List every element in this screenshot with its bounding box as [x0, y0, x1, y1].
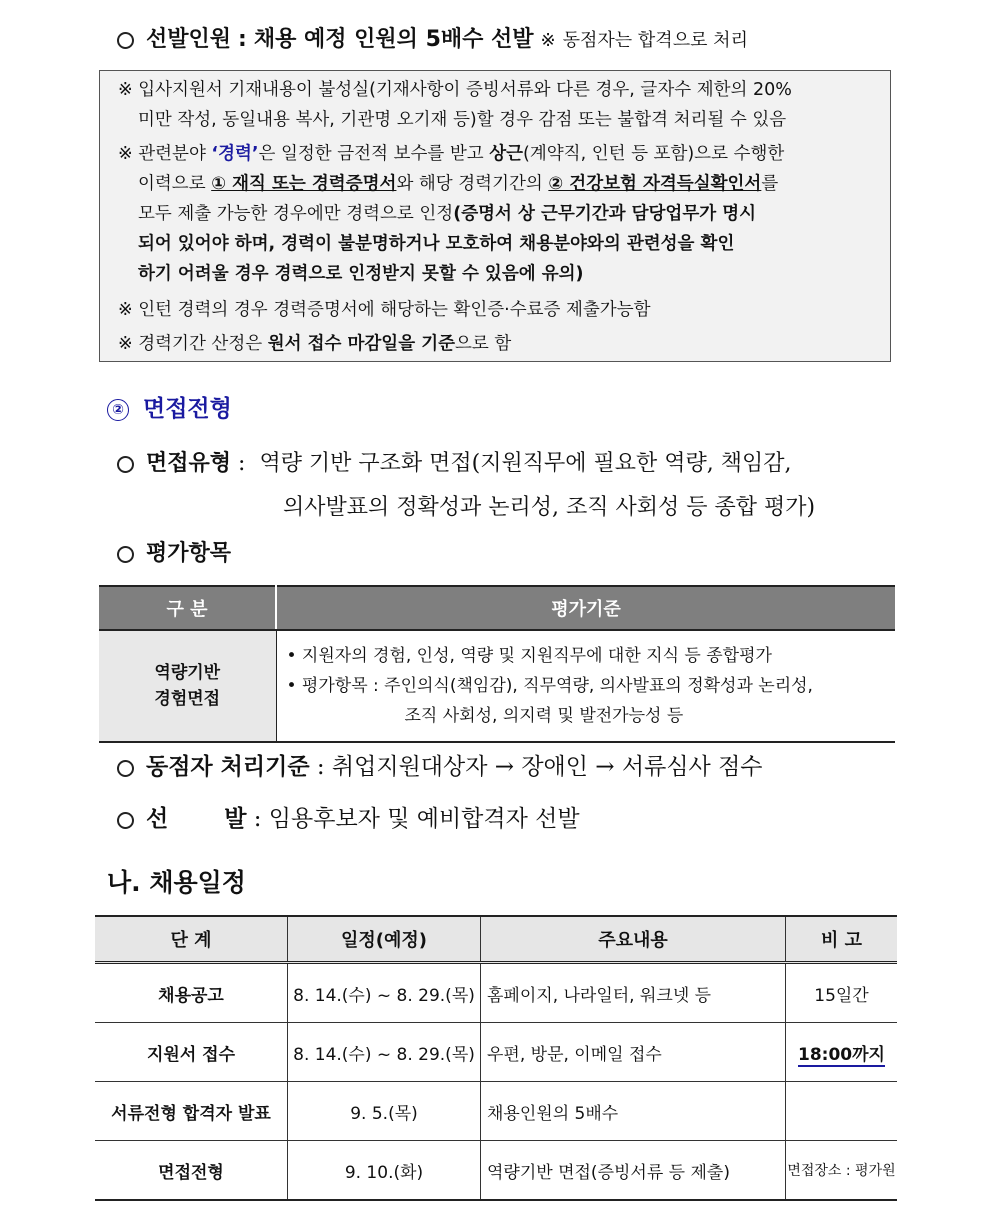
row-date: 9. 5.(목): [288, 1082, 481, 1141]
row-stage: 서류전형 합격자 발표: [95, 1082, 288, 1141]
row-content: 우편, 방문, 이메일 접수: [481, 1023, 786, 1082]
note-2-line-2: [118, 169, 778, 199]
tie-break-line: [117, 748, 763, 781]
circle-bullet-icon: [117, 812, 134, 829]
selection-label: 선발인원: [146, 27, 232, 52]
note-2-l2-insurance: ② 건강보험 자격득실확인서: [548, 174, 762, 194]
note-2-prefix: ※ 관련분야: [118, 144, 212, 164]
note-2-line-5: [118, 259, 584, 289]
final-selection-label-a: 선: [146, 805, 169, 832]
note-2-text-b: (계약직, 인턴 등 포함)으로 수행한: [523, 144, 785, 164]
note-1-line-1: ※ 입사지원서 기재내용이 불성실(기재사항이 증빙서류와 다른 경우, 글자수 제한의 20%: [118, 80, 792, 100]
header-note: 비 고: [786, 916, 898, 963]
row-stage: 면접전형: [95, 1141, 288, 1201]
tie-break-text: : 취업지원대상자 → 장애인 → 서류심사 점수: [316, 754, 763, 780]
interview-type-text-1: 역량 기반 구조화 면접(지원직무에 필요한 역량, 책임감,: [259, 451, 792, 476]
note-4: [118, 329, 511, 359]
table-row: [95, 1141, 897, 1201]
eval-bullet-2-cont: 조직 사회성, 의지력 및 발전가능성 등: [404, 706, 684, 726]
table-row: [95, 1082, 897, 1141]
interview-title-text: 면접전형: [143, 396, 232, 422]
table-header-row: [95, 916, 897, 963]
row-date: 8. 14.(수) ~ 8. 29.(목): [288, 1023, 481, 1082]
note-2-l4-text: 되어 있어야 하며, 경력이 불분명하거나 모호하여 채용분야와의 관련성을 확인: [138, 234, 735, 254]
circle-bullet-icon: [117, 546, 134, 563]
reference-mark: ※: [540, 30, 556, 51]
eval-items-line: [117, 536, 231, 567]
final-selection-text: : 임용후보자 및 예비합격자 선발: [253, 806, 580, 832]
note-2-l2-e: 를: [761, 174, 779, 194]
note-2-text-a: 은 일정한 금전적 보수를 받고: [258, 144, 490, 164]
interview-type-colon: :: [238, 451, 246, 476]
interview-type-text-2: 의사발표의 정확성과 논리성, 조직 사회성 등 종합 평가): [283, 495, 816, 520]
note-3: ※ 인턴 경력의 경우 경력증명서에 해당하는 확인증·수료증 제출가능함: [118, 300, 651, 320]
tie-break-label: 동점자 처리기준: [146, 753, 310, 780]
row-stage: 지원서 접수: [95, 1023, 288, 1082]
circle-bullet-icon: [117, 760, 134, 777]
header-content: 주요내용: [481, 916, 786, 963]
final-selection-line: [117, 800, 580, 833]
row-content: 역량기반 면접(증빙서류 등 제출): [481, 1141, 786, 1201]
table-header-row: [99, 586, 895, 630]
note-4-a: ※ 경력기간 산정은: [118, 334, 268, 354]
eval-row-label: [99, 630, 276, 742]
note-2-l2-cert: ① 재직 또는 경력증명서: [211, 174, 397, 194]
notes-box: [99, 70, 891, 362]
note-2-l5-text: 하기 어려울 경우 경력으로 인정받지 못할 수 있음에 유의): [138, 264, 584, 284]
table-row: [99, 630, 895, 742]
selection-line: [117, 22, 748, 53]
eval-items-label: 평가항목: [146, 540, 232, 566]
row-content: 채용인원의 5배수: [481, 1082, 786, 1141]
row-date: 8. 14.(수) ~ 8. 29.(목): [288, 963, 481, 1023]
selection-colon: :: [238, 27, 247, 52]
row-content: 홈페이지, 나라일터, 워크넷 등: [481, 963, 786, 1023]
note-4-c: 으로 함: [455, 334, 512, 354]
table-row: [95, 963, 897, 1023]
table-header-category: 구 분: [99, 586, 276, 630]
row-date: 9. 10.(화): [288, 1141, 481, 1201]
evaluation-table: [99, 585, 895, 743]
interview-section-title: [107, 390, 232, 423]
final-selection-label-b: 발: [224, 805, 247, 832]
row-note: [786, 1023, 898, 1082]
selection-text: 채용 예정 인원의 5배수 선발: [253, 27, 534, 52]
circle-bullet-icon: [117, 32, 134, 49]
section-number: ②: [107, 399, 129, 421]
header-stage: 단 계: [95, 916, 288, 963]
row-note: [786, 1082, 898, 1141]
row-stage: 채용공고: [95, 963, 288, 1023]
eval-criteria-cell: [276, 630, 895, 742]
note-2-l3-a: 모두 제출 가능한 경우에만 경력으로 인정: [138, 204, 454, 224]
note-2-l2-c: 와 해당 경력기간의: [396, 174, 549, 194]
table-header-criteria: 평가기준: [276, 586, 895, 630]
eval-bullet-2: • 평가항목 : 주인의식(책임감), 직무역량, 의사발표의 정확성과 논리성,: [286, 676, 813, 696]
row-note: 면접장소 : 평가원: [786, 1141, 898, 1201]
selection-note: 동점자는 합격으로 처리: [562, 30, 748, 51]
note-1-line-2: [118, 105, 786, 135]
note-2-line-3: [118, 199, 756, 229]
row-note: 15일간: [786, 963, 898, 1023]
note-2-l3-b: (증명서 상 근무기간과 담당업무가 명시: [453, 204, 757, 224]
schedule-table: [95, 915, 897, 1201]
note-2-line-1: [118, 139, 784, 169]
note-2-fulltime: 상근: [489, 144, 524, 164]
schedule-heading: 나. 채용일정: [107, 868, 246, 897]
table-row: [95, 1023, 897, 1082]
interview-type-label: 면접유형: [146, 450, 232, 476]
note-2-l2-a: 이력으로: [138, 174, 212, 194]
deadline-note: 18:00까지: [798, 1044, 885, 1065]
eval-row-label-2: 경험면접: [154, 689, 221, 709]
interview-type-line: [117, 446, 792, 477]
note-2-career-term: ‘경력’: [211, 144, 259, 164]
header-date: 일정(예정): [288, 916, 481, 963]
circle-bullet-icon: [117, 456, 134, 473]
eval-row-label-1: 역량기반: [154, 663, 221, 683]
note-4-deadline: 원서 접수 마감일을 기준: [267, 334, 456, 354]
eval-bullet-1: • 지원자의 경험, 인성, 역량 및 지원직무에 대한 지식 등 종합평가: [286, 646, 772, 666]
note-1-line-2-text: 미만 작성, 동일내용 복사, 기관명 오기재 등)할 경우 감점 또는 불합격 처리될 수 있음: [138, 110, 787, 130]
note-2-line-4: [118, 229, 734, 259]
